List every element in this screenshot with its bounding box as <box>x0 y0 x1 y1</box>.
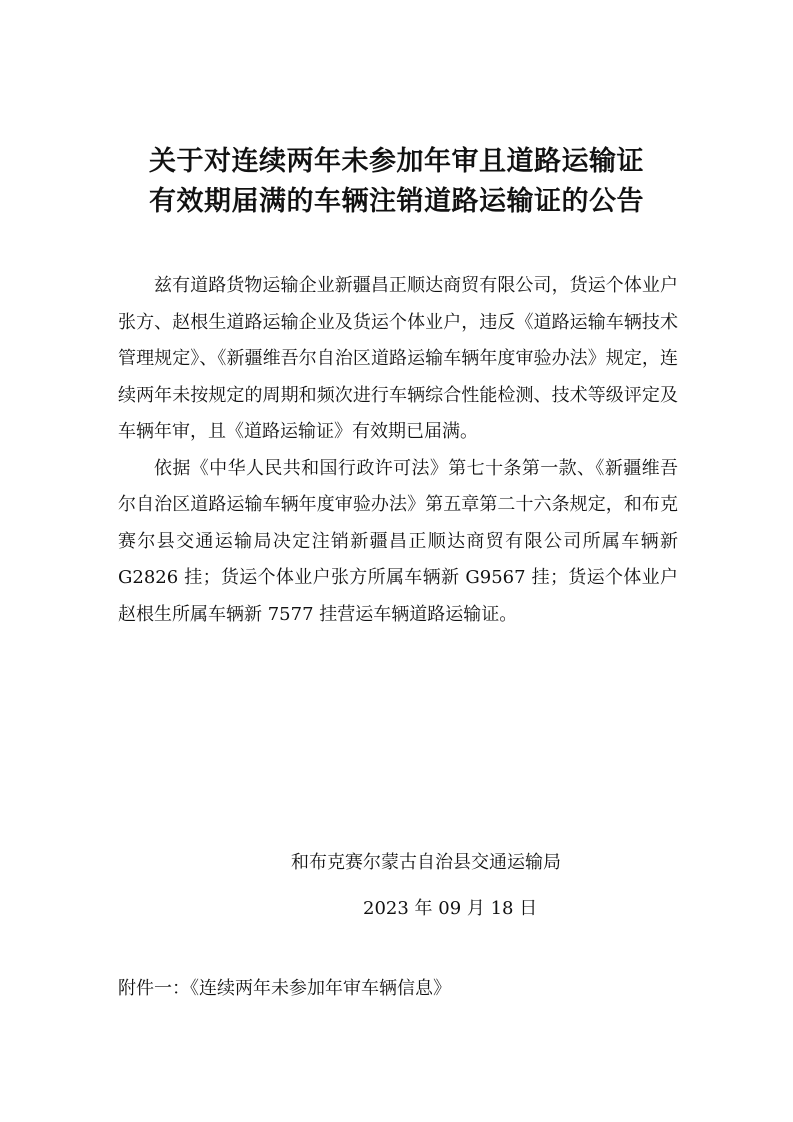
attachment-note: 附件一：《连续两年未参加年审车辆信息》 <box>118 978 451 999</box>
title-line-2: 有效期届满的车辆注销道路运输证的公告 <box>149 186 644 217</box>
title-line-1: 关于对连续两年未参加年审且道路运输证 <box>149 146 644 177</box>
document-title <box>0 142 793 222</box>
signature-date: 2023 年 09 月 18 日 <box>363 898 538 919</box>
document-body <box>118 268 678 633</box>
signature-organization: 和布克赛尔蒙古自治县交通运输局 <box>291 852 561 873</box>
body-paragraph-1: 兹有道路货物运输企业新疆昌正顺达商贸有限公司，货运个体业户张方、赵根生道路运输企业及货运个体业户，违反《道路运输车辆技术管理规定》、《新疆维吾尔自治区道路运输车辆年度审验办法》规定，连续两年未按规定的周期和频次进行车辆综合性能检测、技术等级评定及车辆年审，且《道路运输证》有效期已届满。 <box>118 275 678 442</box>
body-paragraph-2: 依据《中华人民共和国行政许可法》第七十条第一款、《新疆维吾尔自治区道路运输车辆年度审验办法》第五章第二十六条规定，和布克赛尔县交通运输局决定注销新疆昌正顺达商贸有限公司所属车辆新 G2826 挂；货运个体业户张方所属车辆新 G9567 挂；货运个体业户赵根生所属车辆新 7577 挂营运车辆道路运输证。 <box>118 457 678 625</box>
